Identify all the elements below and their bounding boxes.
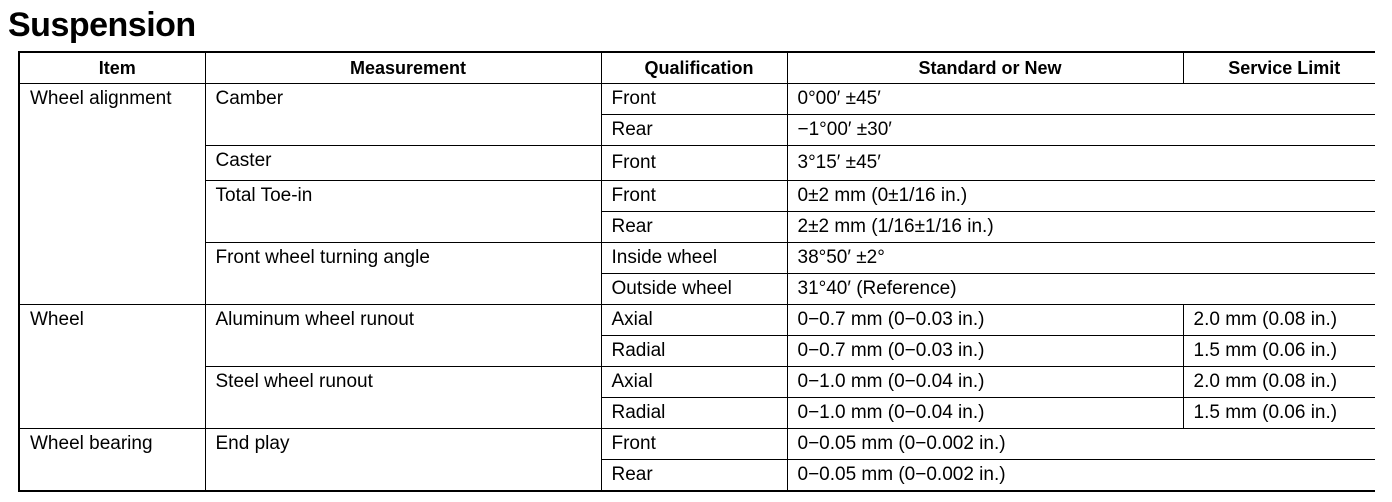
item-cell: Wheel [19,305,205,429]
qualification-cell: Rear [601,212,787,243]
qualification-cell: Outside wheel [601,274,787,305]
qualification-cell: Front [601,84,787,115]
measurement-cell: Caster [205,146,601,181]
table-row [19,429,1375,460]
standard-cell: 0−0.05 mm (0−0.002 in.) [787,429,1375,460]
qualification-cell: Front [601,429,787,460]
standard-cell: 0−1.0 mm (0−0.04 in.) [787,367,1183,398]
qualification-cell: Front [601,146,787,181]
item-cell: Wheel bearing [19,429,205,492]
qualification-cell: Radial [601,398,787,429]
standard-cell: 38°50′ ±2° [787,243,1375,274]
qualification-cell: Axial [601,305,787,336]
standard-cell: 0−0.7 mm (0−0.03 in.) [787,336,1183,367]
standard-cell: 3°15′ ±45′ [787,146,1375,181]
measurement-cell: End play [205,429,601,492]
table-row [19,305,1375,336]
qualification-cell: Axial [601,367,787,398]
standard-cell: 31°40′ (Reference) [787,274,1375,305]
qualification-cell: Inside wheel [601,243,787,274]
standard-cell: 2±2 mm (1/16±1/16 in.) [787,212,1375,243]
service-limit-cell: 1.5 mm (0.06 in.) [1183,398,1375,429]
column-header-measurement: Measurement [205,52,601,84]
table-row [19,84,1375,115]
column-header-standard: Standard or New [787,52,1183,84]
qualification-cell: Rear [601,115,787,146]
measurement-cell: Front wheel turning angle [205,243,601,305]
table-row [19,367,1375,398]
standard-cell: 0°00′ ±45′ [787,84,1375,115]
measurement-cell: Total Toe-in [205,181,601,243]
measurement-cell: Aluminum wheel runout [205,305,601,367]
standard-cell: 0−0.05 mm (0−0.002 in.) [787,460,1375,492]
qualification-cell: Radial [601,336,787,367]
standard-cell: 0±2 mm (0±1/16 in.) [787,181,1375,212]
service-limit-cell: 1.5 mm (0.06 in.) [1183,336,1375,367]
suspension-spec-table [18,51,1375,492]
item-cell: Wheel alignment [19,84,205,305]
standard-cell: 0−1.0 mm (0−0.04 in.) [787,398,1183,429]
service-limit-cell: 2.0 mm (0.08 in.) [1183,367,1375,398]
column-header-item: Item [19,52,205,84]
column-header-qualification: Qualification [601,52,787,84]
table-row [19,146,1375,181]
header-row [19,52,1375,84]
standard-cell: −1°00′ ±30′ [787,115,1375,146]
service-limit-cell: 2.0 mm (0.08 in.) [1183,305,1375,336]
table-body [19,84,1375,492]
qualification-cell: Front [601,181,787,212]
table-row [19,181,1375,212]
page-title: Suspension [8,6,196,44]
qualification-cell: Rear [601,460,787,492]
measurement-cell: Camber [205,84,601,146]
table-row [19,243,1375,274]
measurement-cell: Steel wheel runout [205,367,601,429]
standard-cell: 0−0.7 mm (0−0.03 in.) [787,305,1183,336]
column-header-service-limit: Service Limit [1183,52,1375,84]
